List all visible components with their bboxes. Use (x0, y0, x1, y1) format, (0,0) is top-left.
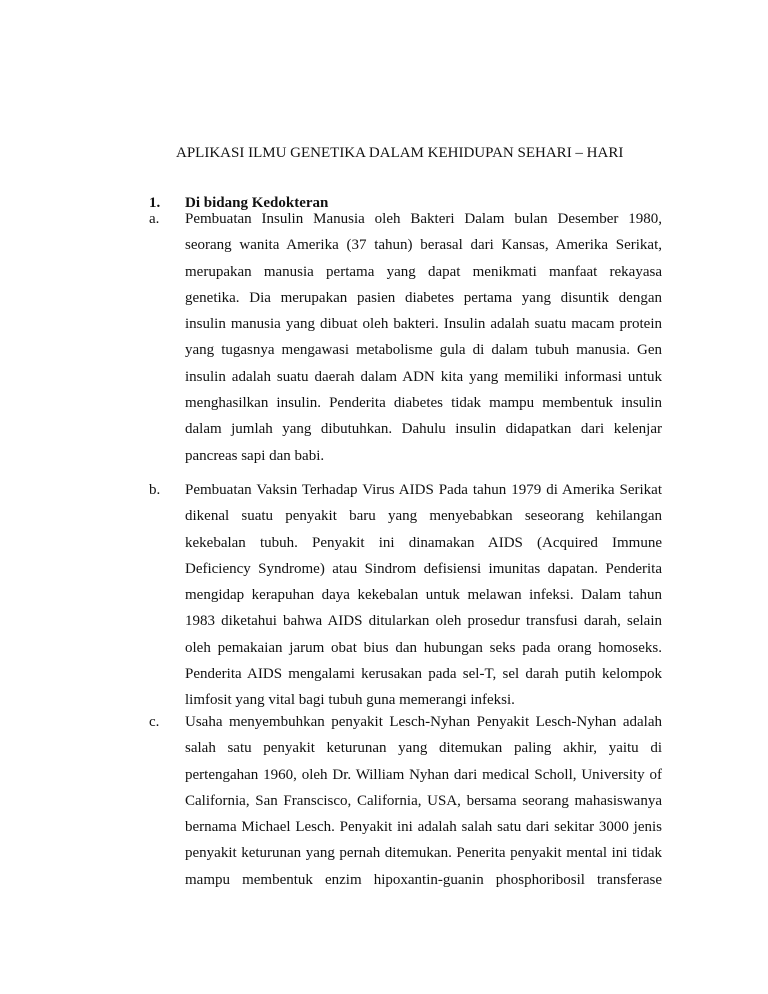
paragraph-line: dalam jumlah yang dibutuhkan. Dahulu insulin didapatkan dari kelenjar (185, 421, 662, 438)
paragraph-line: penyakit keturunan yang pernah ditemukan. Penerita penyakit mental ini tidak (185, 845, 662, 862)
paragraph-line: insulin manusia yang dibuat oleh bakteri. Insulin adalah suatu macam protein (185, 316, 662, 333)
page-title: APLIKASI ILMU GENETIKA DALAM KEHIDUPAN SEHARI – HARI (176, 145, 624, 161)
list-item-c (149, 709, 662, 893)
paragraph-line: limfosit yang vital bagi tubuh guna memerangi infeksi. (185, 692, 515, 709)
paragraph-line: Pembuatan Insulin Manusia oleh Bakteri Dalam bulan Desember 1980, (185, 211, 662, 227)
paragraph-line: salah satu penyakit keturunan yang ditemukan paling akhir, yaitu di (185, 740, 662, 757)
paragraph-line: seorang wanita Amerika (37 tahun) berasal dari Kansas, Amerika Serikat, (185, 237, 662, 254)
paragraph-line: insulin adalah suatu daerah dalam ADN kita yang memiliki informasi untuk (185, 368, 662, 385)
paragraph-line: merupakan manusia pertama yang dapat menikmati manfaat rekayasa (185, 263, 662, 280)
paragraph-line: mampu membentuk enzim hipoxantin-guanin phosphoribosil transferase (185, 871, 662, 888)
list-marker: b. (149, 482, 161, 498)
paragraph-line: yang tugasnya mengawasi metabolisme gula di dalam tubuh manusia. Gen (185, 342, 662, 359)
paragraph-line: menghasilkan insulin. Penderita diabetes tidak mampu membentuk insulin (185, 395, 662, 412)
list-marker: a. (149, 211, 160, 227)
paragraph-line: bernama Michael Lesch. Penyakit ini adalah salah satu dari sekitar 3000 jenis (185, 819, 662, 836)
paragraph-line: kekebalan tubuh. Penyakit ini dinamakan AIDS (Acquired Immune (185, 534, 662, 551)
list-item-b (149, 477, 662, 714)
section-title: Di bidang Kedokteran (185, 195, 329, 211)
section-number: 1. (149, 195, 161, 211)
paragraph-line: Penderita AIDS mengalami kerusakan pada sel-T, sel darah putih kelompok (185, 666, 662, 683)
paragraph-line: 1983 diketahui bahwa AIDS ditularkan oleh prosedur transfusi darah, selain (185, 613, 662, 630)
paragraph-line: Deficiency Syndrome) atau Sindrom defisiensi imunitas dapatan. Penderita (185, 560, 662, 577)
paragraph-line: Usaha menyembuhkan penyakit Lesch-Nyhan Penyakit Lesch-Nyhan adalah (185, 714, 662, 730)
paragraph-line: Pembuatan Vaksin Terhadap Virus AIDS Pada tahun 1979 di Amerika Serikat (185, 482, 662, 498)
paragraph-line: dikenal suatu penyakit baru yang menyebabkan seseorang kehilangan (185, 508, 662, 525)
paragraph-line: pancreas sapi dan babi. (185, 447, 325, 464)
paragraph-line: California, San Franscisco, California, USA, bersama seorang mahasiswanya (185, 792, 662, 809)
paragraph-line: pertengahan 1960, oleh Dr. William Nyhan dari medical Scholl, University of (185, 766, 662, 783)
list-marker: c. (149, 714, 160, 730)
paragraph-line: mengidap kerapuhan daya kekebalan untuk melawan infeksi. Dalam tahun (185, 587, 662, 604)
paragraph-line: oleh pemakaian jarum obat bius dan hubungan seks pada orang homoseks. (185, 639, 662, 656)
paragraph-line: genetika. Dia merupakan pasien diabetes pertama yang disuntik dengan (185, 289, 662, 306)
list-item-a (149, 206, 662, 469)
